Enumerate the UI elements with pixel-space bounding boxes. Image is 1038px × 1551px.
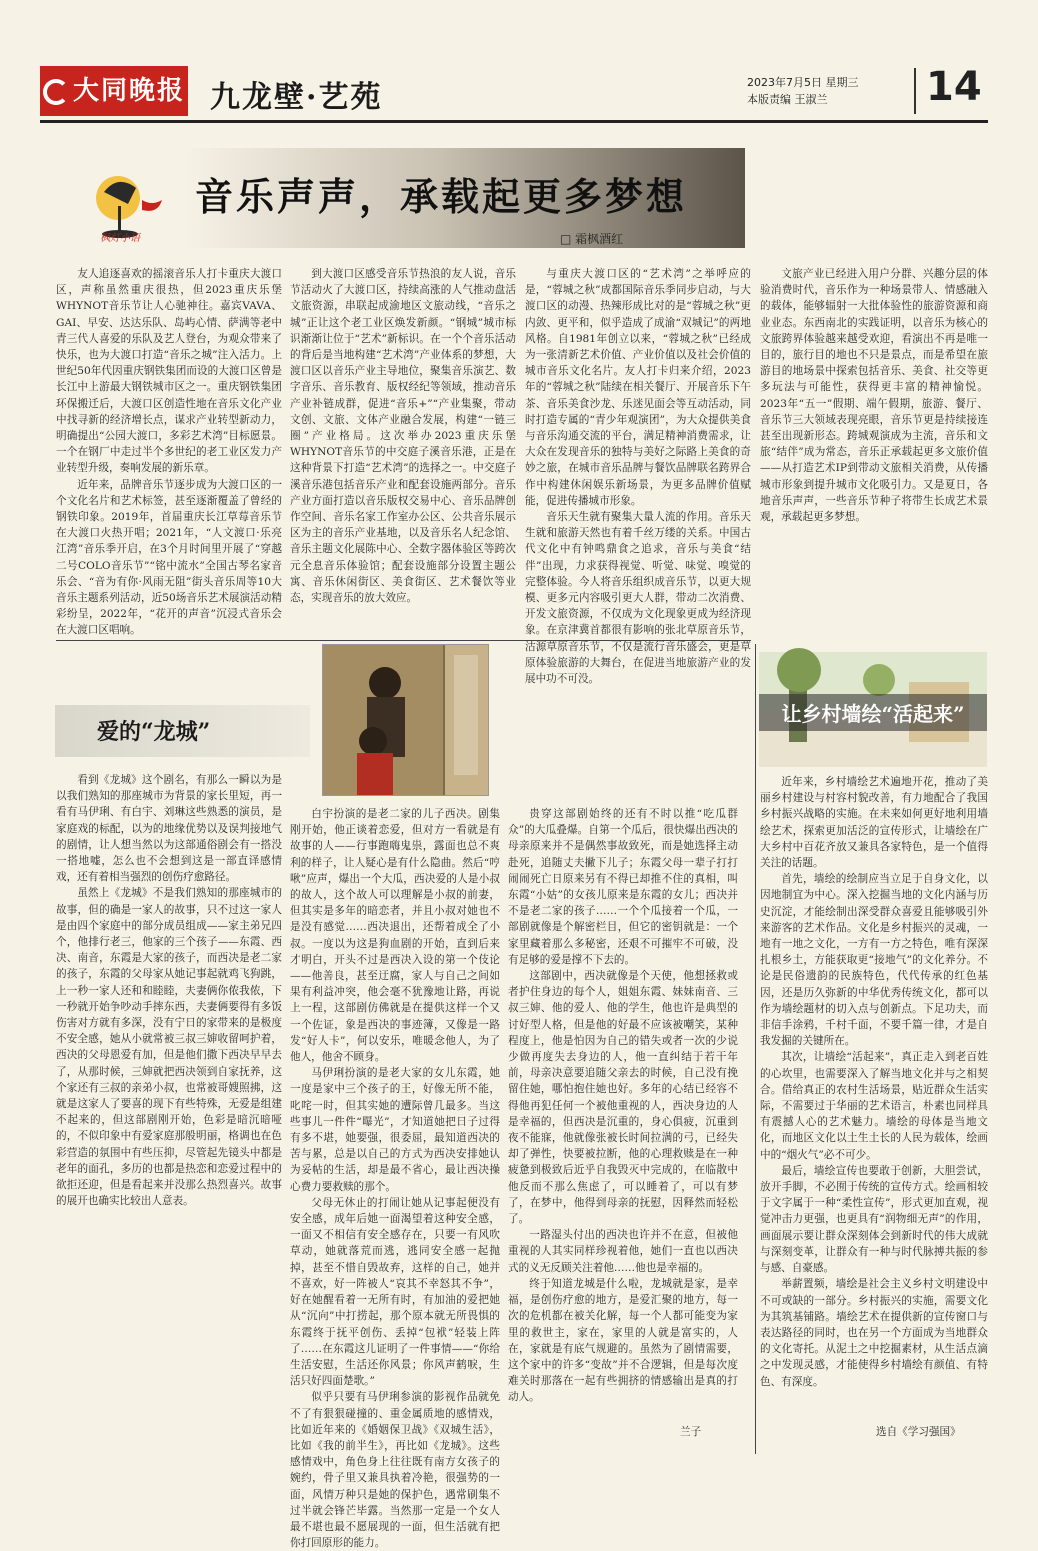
column-label: 枫灯小语 — [100, 233, 140, 244]
feature-paragraph: 友人追逐喜欢的摇滚音乐人打卡重庆大渡口区，声称虽然重庆很热，但2023重庆乐堡WHYNOT音乐节让人心驰神往。嘉宾VAVA、GAI、早安、达达乐队、岛屿心情、萨满等老中青三代人喜爱的乐队及艺人登台，为观众带来了快乐，也为大渡口打造“音乐之城”注入活力。上世纪50年代因重庆钢铁集团而设的大渡口区曾是长江中上游最大钢铁城市区之一。重庆钢铁集团环保搬迁后，大渡口区创造性地在音乐文化产业中找寻新的经济增长点，谋求产业转型新动力，明确提出“公园大渡口，多彩艺术湾”目标愿景。一个在钢厂中走过半个多世纪的老工业区发力产业转型升级，奏响发展的新乐章。 — [56, 268, 282, 475]
feature-paragraph: 文旅产业已经进入用户分群、兴趣分层的体验消费时代，音乐作为一种场景带人、情感融入的载体，能够辐射一大批体验性的旅游资源和商业业态。东西南北的实践证明，以音乐为核心的文旅跨界体验越来越受欢迎，看演出不再是唯一目的，旅行目的地也不只是景点，而是希望在旅游目的地场景中探索包括音乐、美食、社交等更多玩法与可能性，获得更丰富的精神愉悦。2023年“五一”假期、端午假期，旅游、餐厅、音乐节三大领域表现亮眼，音乐节更是持续接连甚至出现新形态。跨城观演成为主流，音乐和文旅“结伴”成为常态，音乐正承载起更多文旅价值——从打造艺术IP到带动文旅相关消费，从传播城市形象到提升城市文化吸引力。又是夏日，各地音乐声声，一些音乐节种子将带生长成艺术景观，承载起更多梦想。 — [760, 268, 988, 524]
drama-paragraph: 父母无休止的打闹让她从记事起便没有安全感，成年后她一面渴望着这种安全感，一面又不相信有安全感存在，只要一有风吹草动，她就落荒而逃，逃同安全感一起抛掉，甚至不惜自毁故弃，这样的自己，她并不喜欢，好一阵被人“哀其不幸怒其不争”，好在她醒看着一无所有时，有加油的爱把她从“沉向”中打捞起，那个原本就无所畏惧的东霞终于抚平创伤、丢掉“包袱”轻装上阵了……在东霞这儿证明了一件事情——“你给生活安慰，生活还你风景；你风声鹤唳，生活只好四面楚歌。” — [290, 1196, 500, 1388]
newspaper-logo — [40, 66, 188, 116]
drama-section-banner — [55, 705, 310, 757]
drama-column-3 — [508, 806, 738, 1416]
drama-author: 兰子 — [680, 1426, 702, 1438]
village-column — [760, 774, 988, 1440]
masthead-rule — [40, 120, 988, 123]
drama-paragraph: 虽然上《龙城》不是我们熟知的那座城市的故事，但的确是一家人的故事，只不过这一家人是由四个家庭中的部分成员组成——家主弟兄四个，他排行老三，他家的三个孩子——东霞、西决、南音，东霞是大家的孩子，而西决是老二家的孩子，东霞的父母家从她记事起就鸡飞狗跳，上一秒一家人还和和睦睦，夫妻俩你侬我侬，下一秒就开始争吵动手摔东西，夫妻俩要得有多饭伤害对方就有多深，没有宁日的家带来的是极度不安全感，她从小就常被三叔三婶收留呵护着，西决的父母恩爱有加，但是他们撒下西决早早去了，从那时候，三婶就把西决领到自家抚养，这个家还有三叔的亲弟小叔，也常被哥嫂照拂，这就是这家人了要喜的现下有些特殊，无爱是组建不起来的，但这部剧刚开始，色彩是暗沉暗哑的，不似印象中有爱家庭那般明丽，格调也在色彩营造的氛围中有些压抑，尽管起先镜头中都是老年的面孔，多历的也都是热恋和恋爱过程中的欲拒还迎，但是看起来并没那么热烈喜兴。故事的展开也确实比较出人意表。 — [56, 887, 282, 1208]
village-paragraph: 举薪置频，墙绘是社会主义乡村文明建设中不可或缺的一部分。乡村振兴的实施，需要文化为其筑基铺路。墙绘艺术在提供新的宣传窗口与表达路径的同时，也在另一个方面成为当地群众的文化寄托。从泥土之中挖掘素材，从生活点滴之中发现灵感，才能使得乡村墙绘有颜值、有特色、有深度。 — [760, 1278, 988, 1388]
feature-column-1 — [56, 266, 282, 638]
drama-paragraph: 似乎只要有马伊琍参演的影视作品就免不了有狠狠碰撞的、重金属质地的感情戏，比如近年来的《婚姻保卫战》《双城生活》，比如《我的前半生》，再比如《龙城》。这些感情戏中，角色身上往往既有南方女孩子的婉约，骨子里又兼具执着冷艳，很强势的一面，风情万种只是她的保护色，遇常刷集不过半就会锋芒毕露。当然那一定是一个女人最不堪也最不愿展现的一面，但生活就有把你打回原形的能力。 — [290, 1391, 500, 1550]
feature-byline: □ 霜枫酒红 — [560, 232, 624, 246]
feature-paragraph: 近年来，品牌音乐节逐步成为大渡口区的一个文化名片和艺术标签，甚至逐渐覆盖了曾经的钢铁印象。2019年，首届重庆长江草莓音乐节在大渡口火热开唱；2021年，“人文渡口·乐亮江湾”音乐季开启，在3个月时间里开展了“穿越二号COLO音乐节”“铭中流水”全国古琴名家音乐会、“音为有你·风雨无阻”街头音乐周等10大音乐主题系列活动，近50场音乐艺术展演活动精彩纷呈，2022年，“花开的声音”沉浸式音乐会在大渡口区唱响。 — [56, 478, 282, 637]
village-paragraph: 其次，让墙绘“活起来”，真正走入到老百姓的心坎里，也需要深入了解当地文化并与之相契合。借给真正的农村生活场景，贴近群众生活实际，不需要过于华丽的艺术语言，朴素也同样具有震撼人心的艺术魅力。墙绘的母体是当地文化，而地区文化以土生土长的人民为载体，绘画中的“烟火气”必不可少。 — [760, 1051, 988, 1161]
village-paragraph: 近年来，乡村墙绘艺术遍地开花，推动了美丽乡村建设与村容村貌改善，有力地配合了我国乡村振兴战略的实施。在未来如何更好地利用墙绘艺术，探索更加活泛的宣传形式，让墙绘在广大乡村中百花齐放又兼具各家特色，是一个值得关注的话题。 — [760, 776, 988, 870]
drama-column-1 — [56, 772, 282, 1440]
page-editor: 本版责编 王淑兰 — [747, 93, 828, 106]
column-divider — [755, 644, 756, 1454]
drama-section-title: 爱的“龙城” — [97, 719, 211, 745]
drama-still-photo — [322, 644, 489, 796]
feature-paragraph: 与重庆大渡口区的“艺术湾”之举呼应的是，“蓉城之秋”成都国际音乐季同步启动，与大渡口区的动漫、热辣形成比对的是“蓉城之秋”更内敛、更平和，似乎造成了成渝“双城记”的两地风格。自1981年创立以来，“蓉城之秋”已经成为一张清新艺术价值、产业价值以及社会价值的城市音乐文化名片。友人打卡归来介绍，2023年的“蓉城之秋”陆续在相关餐厅、开展音乐下午茶、音乐美食沙龙、乐迷见面会等互动活动，同时打造专属的“青少年观演团”，为大众提供美食与音乐沟通交流的平台，满足精神消费需求，让大众在发现音乐的独特与美好之际路上美食的奇妙之旅，在城市音乐品牌与餐饮品牌联名跨界合作中构建休闲娱乐新场景，为更多品牌价值赋能，促进传播城市形象。 — [525, 268, 751, 507]
page-number: 14 — [926, 64, 982, 110]
village-author: 选自《学习强国》 — [876, 1426, 961, 1438]
feature-column-4 — [760, 266, 988, 636]
village-mural-photo — [759, 652, 987, 767]
village-paragraph: 最后，墙绘宣传也要敢于创新，大胆尝试，放开手脚，不必囿于传统的宣传方式。绘画相较于文字属于一种“柔性宣传”，形式更加直观，视觉冲击力更强，也更具有“润物细无声”的作用，画面展示要让群众深刻体会到新时代的伟大成就与深刻变革，让群众有一种与时代脉搏共振的参与感、自豪感。 — [760, 1164, 988, 1275]
feature-column-3 — [525, 266, 751, 686]
drama-paragraph: 这部剧中，西决就像是个天使，他想拯救或者护住身边的每个人，姐姐东霞、妹妹南音、三叔三婶、他的爱人、他的学生，他也许是典型的讨好型人格，但是他的好最不应该被嘲笑，某种程度上，他是怕因为自己的错失或者一次的少说少做再度失去身边的人，他一直纠结于若干年前，母亲决意要追随父亲去的时候，自己没有挽留住她，哪怕抱住她也好。多年的心结已经容不得他再犯任何一个被他重视的人，西决身边的人是幸福的，但西决是沉重的，身心俱疲，沉重到夜不能寐，他就像张被长时间拉满的弓，已经失却了弹性，快要被拉断，他的心理救赎是在一种疲惫到极致后近乎自我毁灭中完成的，在临散中他反而不那么焦虑了，可以睡着了，可以有梦了，在梦中，他得到母亲的抚慰，因释然而轻松了。 — [508, 970, 738, 1226]
section-title: 九龙壁·艺苑 — [210, 80, 383, 115]
section-rule — [56, 640, 751, 641]
drama-column-2 — [290, 806, 500, 1550]
logo-text: 大同晚报 — [72, 76, 185, 106]
issue-meta — [747, 74, 859, 108]
drama-paragraph: 马伊琍扮演的是老大家的女儿东霞，她一度是家中三个孩子的王，好像无所不能，叱咤一时，但其实她的遭际曾几最多。当这些事儿一件件“曝光”，才知道她把日子过得有多不堪，她要强，很委屈，最知道西决的苦与累，总是以自己的方式为西决安排她认为妥帖的生活，却是最不省心，最让西决操心费力要救赎的那个。 — [290, 1067, 500, 1193]
masthead-divider — [914, 68, 916, 114]
drama-paragraph: 一路湿头付出的西决也许并不在意，但被他重视的人其实同样珍视着他，她们一直也以西决式的义无反顾关注着他……他也是幸福的。 — [508, 1229, 738, 1274]
issue-date: 2023年7月5日 星期三 — [747, 76, 859, 89]
village-section-title: 让乡村墙绘“活起来” — [759, 694, 987, 731]
feature-column-2 — [290, 266, 516, 638]
feature-paragraph: 音乐天生就有聚集大量人流的作用。音乐天生就和旅游天然也有着千丝万缕的关系。中国古代文化中有钟鸣鼎食之追求，音乐与美食“结伴”出现，力求获得视觉、听觉、味觉、嗅觉的完整体验。今人将音乐组织成音乐节，以更大规模、更多元内容吸引更大人群，带动二次消费、开发文旅资源，不仅成为文化现象更成为经济现象。在京津冀首都很有影响的张北草原音乐节，沽源草原音乐节，不仅是流行音乐盛会，更是草原体验旅游的大舞台，在促进当地旅游产业的发展中功不可没。 — [525, 511, 751, 686]
drama-paragraph: 终于知道龙城是什么啦，龙城就是家，是幸福，是创伤疗愈的地方，是爱汇聚的地方，每一次的危机都在被关化解，每一个人都可能变为家里的救世主，家在，家里的人就是富实的，人在，家就是有底气规避的。虽然为了剧情需要，这个家中的许多“变故”并不合逻辑，但是每次度难关时那落在一起有些拥挤的情感输出是真的打动人。 — [508, 1277, 738, 1404]
village-paragraph: 首先，墙绘的绘制应当立足于自身文化，以因地制宜为中心。深入挖掘当地的文化内涵与历史沉淀，才能绘制出深受群众喜爱且能够吸引外来游客的艺术作品。文化是乡村振兴的灵魂，一地有一地之文化，一方有一方之特色，唯有深深扎根乡土，方能获取更“接地气”的文化养分。不论是民俗遗韵的民族特色，代代传承的红色基因，还是历久弥新的中华优秀传统文化，都可以作为墙绘题材的切入点与创新点。下足功夫，而非信手涂鸦，千村千面，不要千篇一律，才是自我发掘的关键所在。 — [760, 873, 988, 1048]
logo-swirl-icon — [43, 79, 69, 105]
drama-paragraph: 贵穿这部剧始终的还有不时以推“吃瓜群众”的大瓜叠爆。自第一个瓜后，很快爆出西决的母亲原来并不是偶然事故致死，而是她选择主动赴死，追随丈夫撇下儿子；东霞父母一辈子打打闹闹死亡日原来另有不得已却推不住的真相，叫东霞“小姑”的女孩儿原来是东霞的女儿；西决并不是老二家的孩子……一个个瓜接着一个瓜，一部剧就像是个解密栏目，但它的密钥就是：一个家里藏着那么多秘密，还艰不可摧牢不可破，没有足够的爱是撑不下去的。 — [508, 808, 738, 966]
feature-paragraph: 到大渡口区感受音乐节热浪的友人说，音乐节活动火了大渡口区，持续高涨的人气推动盘活文旅资源，串联起成渝地区文旅动线，“音乐之城”正让这个老工业区焕发新颜。“钢城”城市标识渐渐让位于“艺术”新标识。在一个个音乐活动的背后是当地构建“艺术湾”产业体系的梦想，大渡口区以音乐产业主导地位，聚集音乐演艺、数字音乐、音乐教育、版权经纪等领域，推动音乐产业补链成群，促进“音乐+”“产业集聚，带动文创、文旅、文体产业融合发展，构建“一链三圈”产业格局。这次举办2023重庆乐堡WHYNOT音乐节的中交庭子溪音乐港，正是在这种背景下打造“艺术湾”的选择之一。中交庭子溪音乐港包括音乐产业和配套设施两部分。音乐产业方面打造以音乐版权交易中心、音乐品牌创作空间、音乐名家工作室办公区、公共音乐展示区为主的音乐产业基地，以及音乐名人纪念馆、音乐主题文化展陈中心、全数字器体验区等跨次元全息音乐体验馆；配套设施部分设置主题公寓、音乐休闲街区、美食街区、艺术餐饮等业态，实现音乐的放大效应。 — [290, 268, 516, 605]
drama-paragraph: 看到《龙城》这个剧名，有那么一瞬以为是以我们熟知的那座城市为背景的家长里短，再一看有马伊琍、有白宇、刘琳这些熟悉的演员，是家庭戏的标配，以为的地缘优势以及误判接地气的剧情，让人想当然以为这部通俗剧会有一搭没一搭地嘘，怎么也不会想到这是一部直译感情戏，还有着相当强烈的创伤疗愈路径。 — [56, 774, 282, 884]
drama-paragraph: 白宇扮演的是老二家的儿子西决。剧集刚开始，他正谈着恋爱，但对方一看就是有故事的人——行事跑嗨鬼祟，露面也总不爽利的样子，让人疑心是有什么隐曲。然后“哼啾”应声，爆出一个大瓜，西决爱的人是小叔的故人，这个故人可以理解是小叔的前妻，但其实是多年的暗恋者，并且小叔对她也不是没有感觉……西决退出，还帮着成全了小叔。一度以为这是狗血剧的开始，直到后来才明白，开头不过是西决入设的第一个伎论——他善良，甚至迂腐，家人与自己之间如果有利益冲突，他会毫不犹豫地让路，再说上一程，这部剧仿佛就是在提供这样一个又一个佐证，象是西决的事迹簿，又像是一路发“好人卡”，何以安乐，唯暖念他人，为了他人，他舍不顾身。 — [290, 808, 500, 1064]
feature-headline: 音乐声声，承载起更多梦想 — [195, 174, 688, 219]
